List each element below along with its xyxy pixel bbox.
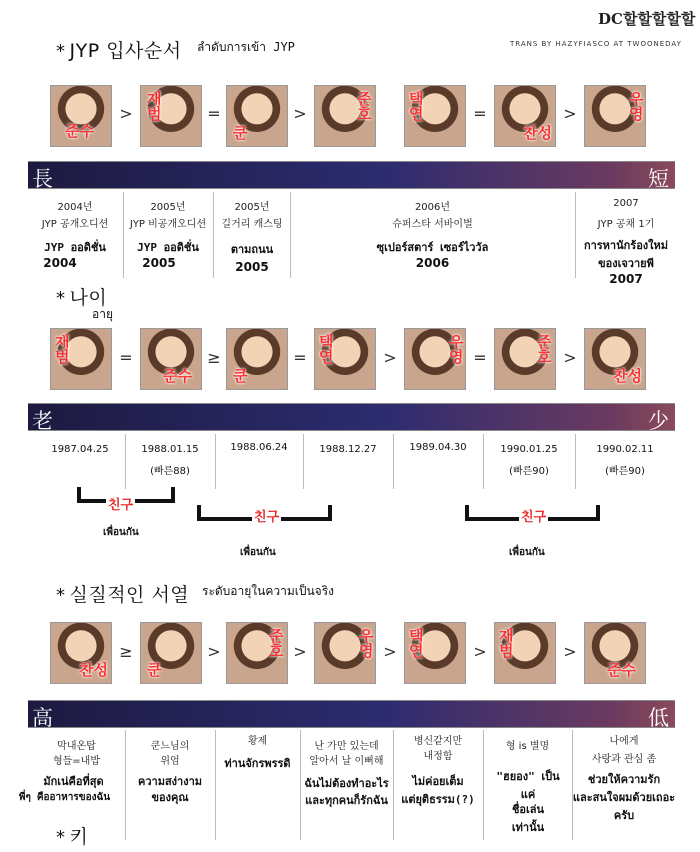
rank-desc-th: ชื่อเล่นเท่านั้น <box>511 803 545 834</box>
photo-name: 재범 <box>499 627 514 660</box>
operator: = <box>293 348 307 367</box>
photo-wooyoung <box>584 85 646 147</box>
rank-desc-th: ฉันไม่ต้องทำอะไร <box>304 777 389 790</box>
photo-jaebeom <box>50 328 112 390</box>
birth-date: 1987.04.25 <box>51 444 109 455</box>
section2-title: * 나이 <box>56 287 108 309</box>
rank-desc-th: ของคุณ <box>151 791 189 804</box>
bar-right-label: 少 <box>648 409 669 433</box>
photo-name: 택연 <box>409 627 424 660</box>
rank-desc-th: มักเน่คือที่สุด <box>43 775 104 788</box>
rank-desc-th: และสนใจผมด้วยเถอะครับ <box>572 791 676 822</box>
age-bar <box>28 403 675 431</box>
photo-chansung <box>50 622 112 684</box>
photo-name: 찬성 <box>613 367 642 385</box>
column-divider <box>303 434 304 489</box>
section1-title: * JYP 입사순서 <box>56 40 182 62</box>
operator: > <box>119 104 133 123</box>
photo-name: 준호 <box>537 333 552 366</box>
friend-label-k: 친구 <box>519 506 548 525</box>
photo-junho <box>494 328 556 390</box>
photo-junsu <box>584 622 646 684</box>
birth-date: 1988.12.27 <box>319 444 377 455</box>
rank-desc-k: 위엄 <box>160 756 180 767</box>
photo-name: 준호 <box>357 90 372 123</box>
rank-desc-th: ไม่ค่อยเต็ม <box>412 775 464 788</box>
photo-junho <box>314 85 376 147</box>
operator: > <box>563 104 577 123</box>
entry-year-th: 2005 <box>142 256 176 270</box>
photo-name: 찬성 <box>523 124 552 142</box>
bar-left-label: 長 <box>32 167 53 191</box>
section3-subtitle: ระดับอายุในความเป็นจริง <box>202 584 335 598</box>
entry-year-th: 2006 <box>415 256 450 270</box>
entry-year-k: 2005년 <box>150 202 186 213</box>
birth-note: (빠른90) <box>509 466 549 477</box>
operator: > <box>383 348 397 367</box>
friend-label-th: เพื่อนกัน <box>240 547 276 558</box>
rank-desc-k: 내정함 <box>423 751 453 762</box>
bar-right-label: 短 <box>648 167 669 191</box>
photo-junho <box>226 622 288 684</box>
photo-name: 준호 <box>269 627 284 660</box>
operator: ≥ <box>207 348 221 367</box>
photo-name: 쿤 <box>147 661 162 679</box>
operator: > <box>563 348 577 367</box>
entry-year-th: 2005 <box>235 260 269 274</box>
entry-event-th: JYP ออดิชั่น <box>44 241 106 254</box>
birth-date: 1990.01.25 <box>500 444 558 455</box>
photo-wooyoung <box>404 328 466 390</box>
entry-event-th: JYP ออดิชั่น <box>137 241 199 254</box>
entry-event-th: การหานักร้องใหม่ของเจวายพี <box>583 239 669 270</box>
birth-date: 1990.02.11 <box>596 444 654 455</box>
photo-name: 택연 <box>319 333 334 366</box>
photo-taecyeon <box>404 622 466 684</box>
friend-label-k: 친구 <box>106 494 135 513</box>
entry-year-th: 2004 <box>43 256 77 270</box>
operator: = <box>207 104 221 123</box>
section3-title: * 실질적인 서열 <box>56 584 190 606</box>
entry-event-th: ตามถนน <box>230 243 274 256</box>
photo-name: 우영 <box>449 333 464 366</box>
operator: = <box>473 348 487 367</box>
entry-year-k: 2007 <box>613 198 639 209</box>
entry-event-th: ซุเปอร์สตาร์ เซอร์ไววัล <box>376 241 489 254</box>
photo-name: 쿤 <box>233 124 248 142</box>
section2-subtitle: อายุ <box>92 307 113 321</box>
rank-bar <box>28 700 675 728</box>
photo-khun <box>140 622 202 684</box>
photo-junsu <box>50 85 112 147</box>
rank-desc-k: 난 가만 있는데 <box>314 741 379 752</box>
seniority-bar <box>28 161 675 189</box>
operator: > <box>473 642 487 661</box>
photo-khun <box>226 328 288 390</box>
rank-desc-th: พี่ๆ คืออาหารของฉัน <box>18 792 111 803</box>
operator: > <box>293 642 307 661</box>
rank-desc-k: 알아서 날 이뻐해 <box>309 756 384 767</box>
birth-note: (빠른90) <box>605 466 645 477</box>
birth-date: 1989.04.30 <box>409 442 467 453</box>
photo-name: 준수 <box>65 122 94 140</box>
rank-desc-th: แต่ยุติธรรม(?) <box>401 793 475 806</box>
operator: > <box>563 642 577 661</box>
photo-jaebeom <box>140 85 202 147</box>
photo-taecyeon <box>404 85 466 147</box>
photo-name: 우영 <box>629 90 644 123</box>
birth-date: 1988.06.24 <box>230 442 288 453</box>
bar-right-label: 低 <box>648 706 669 730</box>
rank-desc-k: 형들=내밥 <box>52 756 101 767</box>
credit-line: TRANS BY HAZYFIASCO AT TWOONEDAY <box>510 40 682 48</box>
entry-year-k: 2006년 <box>414 202 451 213</box>
operator: > <box>383 642 397 661</box>
rank-desc-th: ความสง่างาม <box>137 775 203 788</box>
photo-name: 쿤 <box>233 367 248 385</box>
rank-desc-k: 쿤느님의 <box>150 741 190 752</box>
rank-desc-th: และทุกคนก็รักฉัน <box>305 794 388 807</box>
operator: > <box>293 104 307 123</box>
rank-desc-k: 병신같지만 <box>413 736 463 747</box>
photo-junsu <box>140 328 202 390</box>
bar-left-label: 老 <box>32 409 53 433</box>
birth-date: 1988.01.15 <box>141 444 199 455</box>
photo-jaebeom <box>494 622 556 684</box>
rank-desc-th: ท่านจักรพรรดิ <box>224 757 291 770</box>
entry-event-k: JYP 비공개오디션 <box>129 219 207 230</box>
friend-label-th: เพื่อนกัน <box>509 547 545 558</box>
rank-desc-th: ช่วยให้ความรัก <box>587 773 661 786</box>
photo-taecyeon <box>314 328 376 390</box>
rank-desc-k: 황제 <box>247 736 268 747</box>
rank-desc-k: 막내온탑 <box>57 741 96 752</box>
entry-event-k: 슈퍼스타 서바이벌 <box>392 219 473 230</box>
operator: ≥ <box>119 642 133 661</box>
photo-name: 재범 <box>55 333 70 366</box>
entry-year-k: 2004년 <box>57 202 93 213</box>
entry-event-k: JYP 공채 1기 <box>597 219 655 230</box>
photo-name: 준수 <box>163 367 192 385</box>
section4-title: * 키 <box>56 826 89 848</box>
rank-desc-th: "ฮยอง" เป็นแค่ <box>496 770 560 801</box>
operator: = <box>119 348 133 367</box>
friend-label-k: 친구 <box>252 506 281 525</box>
entry-event-k: 길거리 캐스팅 <box>221 219 283 230</box>
photo-wooyoung <box>314 622 376 684</box>
photo-name: 재범 <box>147 90 162 123</box>
rank-desc-k: 형 is 별명 <box>505 741 550 752</box>
photo-chansung <box>494 85 556 147</box>
photo-name: 택연 <box>409 90 424 123</box>
watermark: DC할할할할할 <box>598 10 696 28</box>
section1-subtitle: ลำดับการเข้า JYP <box>197 40 295 54</box>
bar-left-label: 高 <box>32 706 53 730</box>
rank-desc-k: 나에게 <box>609 736 639 747</box>
entry-year-th: 2007 <box>609 272 643 286</box>
rank-desc-k: 사랑과 관심 좀 <box>591 754 657 765</box>
operator: = <box>473 104 487 123</box>
photo-chansung <box>584 328 646 390</box>
photo-name: 찬성 <box>79 661 108 679</box>
photo-name: 준수 <box>607 661 636 679</box>
operator: > <box>207 642 221 661</box>
friend-label-th: เพื่อนกัน <box>103 527 139 538</box>
entry-event-k: JYP 공개오디션 <box>41 219 109 230</box>
photo-name: 우영 <box>359 627 374 660</box>
photo-khun <box>226 85 288 147</box>
birth-note: (빠른88) <box>150 466 190 477</box>
entry-year-k: 2005년 <box>234 202 270 213</box>
